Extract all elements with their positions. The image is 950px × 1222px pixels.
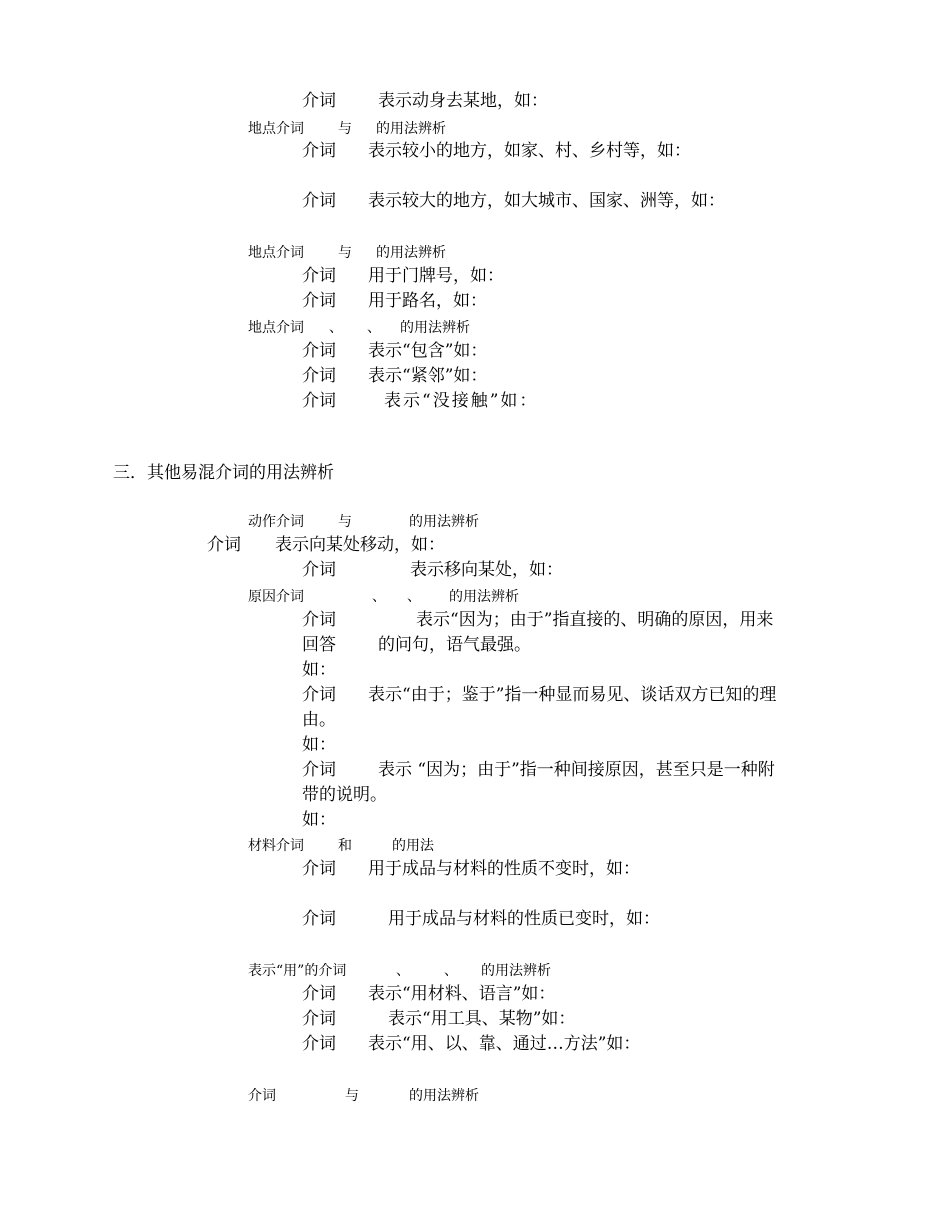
term: 介词 [302, 91, 336, 111]
description: 表示动身去某地，如： [378, 91, 548, 111]
